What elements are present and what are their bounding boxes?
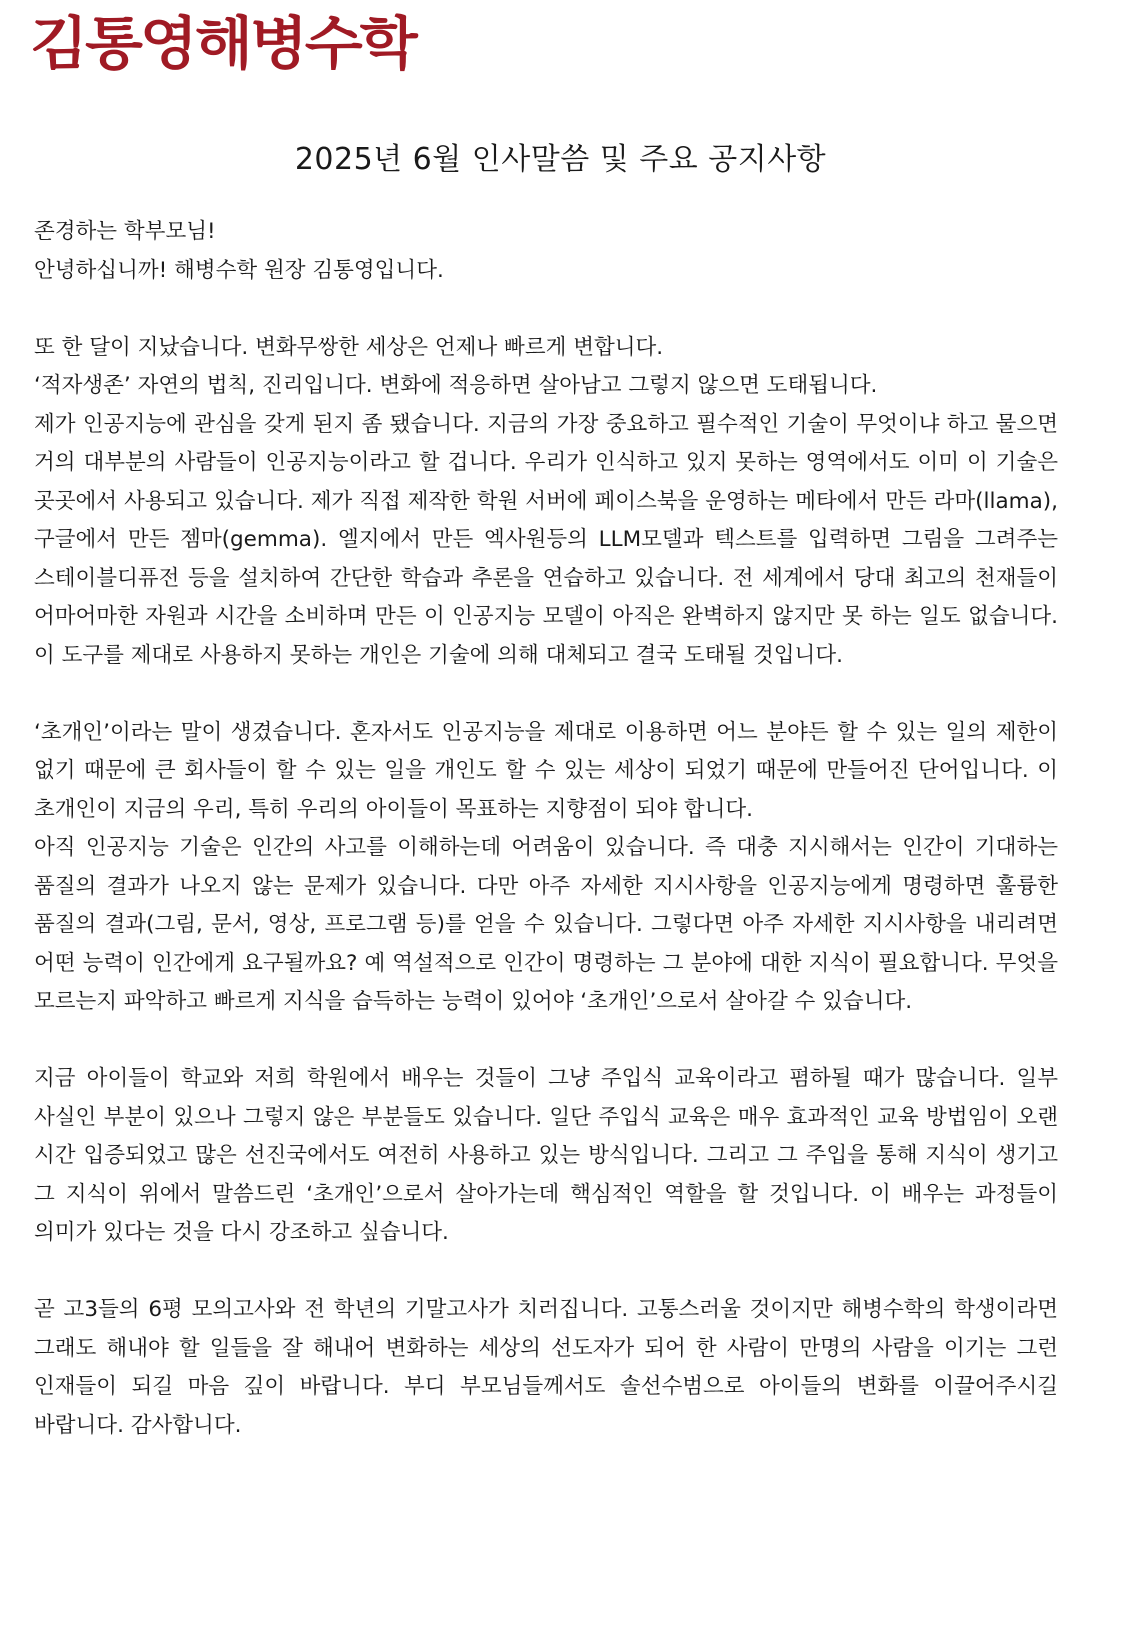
body-paragraph: 아직 인공지능 기술은 인간의 사고를 이해하는데 어려움이 있습니다. 즉 대충 지시해서는 인간이 기대하는 품질의 결과가 나오지 않는 문제가 있습니다. 다만 아주 자세한 지시사항을 인공지능에게 명령하면 훌륭한 품질의 결과(그림, 문서, 영상, 프로그램 등)를 얻을 수 있습니다. 그렇다면 아주 자세한 지시사항을 내리려면 어떤 능력이 인간에게 요구될까요? 예 역설적으로 인간이 명령하는 그 분야에 대한 지식이 필요합니다. 무엇을 모르는지 파악하고 빠르게 지식을 습득하는 능력이 있어야 ‘초개인’으로서 살아갈 수 있습니다.	[34, 835, 1058, 1014]
body-paragraph: ‘적자생존’ 자연의 법칙, 진리입니다. 변화에 적응하면 살아남고 그렇지 않으면 도태됩니다.	[34, 373, 878, 398]
body-paragraph: 또 한 달이 지났습니다. 변화무쌍한 세상은 언제나 빠르게 변합니다.	[34, 334, 664, 360]
paragraph-gap	[34, 675, 1058, 714]
greeting-line: 존경하는 학부모님!	[34, 219, 216, 244]
paragraph-gap	[34, 1022, 1058, 1061]
academy-logo: 김통영해병수학	[30, 10, 415, 78]
body-paragraph: ‘초개인’이라는 말이 생겼습니다. 혼자서도 인공지능을 제대로 이용하면 어느 분야든 할 수 있는 일의 제한이 없기 때문에 큰 회사들이 할 수 있는 일을 개인도 할 수 있는 세상이 되었기 때문에 만들어진 단어입니다. 이 초개인이 지금의 우리, 특히 우리의 아이들이 목표하는 지향점이 되야 합니다.	[34, 719, 1058, 822]
body-paragraph: 지금 아이들이 학교와 저희 학원에서 배우는 것들이 그냥 주입식 교육이라고 폄하될 때가 많습니다. 일부 사실인 부분이 있으나 그렇지 않은 부분들도 있습니다. 일단 주입식 교육은 매우 효과적인 교육 방법임이 오랜 시간 입증되었고 많은 선진국에서도 여전히 사용하고 있는 방식입니다. 그리고 그 주입을 통해 지식이 생기고 그 지식이 위에서 말씀드린 ‘초개인’으로서 살아가는데 핵심적인 역할을 할 것입니다. 이 배우는 과정들이 의미가 있다는 것을 다시 강조하고 싶습니다.	[34, 1066, 1058, 1245]
intro-line: 안녕하십니까! 해병수학 원장 김통영입니다.	[34, 257, 444, 283]
page-title: 2025년 6월 인사말씀 및 주요 공지사항	[294, 142, 827, 177]
paragraph-gap	[34, 290, 1058, 329]
body-paragraph: 제가 인공지능에 관심을 갖게 된지 좀 됐습니다. 지금의 가장 중요하고 필수적인 기술이 무엇이냐 하고 물으면 거의 대부분의 사람들이 인공지능이라고 할 겁니다. 우리가 인식하고 있지 못하는 영역에서도 이미 이 기술은 곳곳에서 사용되고 있습니다. 제가 직접 제작한 학원 서버에 페이스북을 운영하는 메타에서 만든 라마(llama), 구글에서 만든 젬마(gemma). 엘지에서 만든 엑사원등의 LLM모델과 텍스트를 입력하면 그림을 그려주는 스테이블디퓨전 등을 설치하여 간단한 학습과 추론을 연습하고 있습니다. 전 세계에서 당대 최고의 천재들이 어마어마한 자원과 시간을 소비하며 만든 이 인공지능 모델이 아직은 완벽하지 않지만 못 하는 일도 없습니다. 이 도구를 제대로 사용하지 못하는 개인은 기술에 의해 대체되고 결국 도태될 것입니다.	[34, 411, 1058, 668]
paragraph-gap	[34, 1253, 1058, 1292]
closing-paragraph: 곧 고3들의 6평 모의고사와 전 학년의 기말고사가 치러집니다. 고통스러울 것이지만 해병수학의 학생이라면 그래도 해내야 할 일들을 잘 해내어 변화하는 세상의 선도자가 되어 한 사람이 만명의 사람을 이기는 그런 인재들이 되길 마음 깊이 바랍니다. 부디 부모님들께서도 솔선수범으로 아이들의 변화를 이끌어주시길 바랍니다. 감사합니다.	[34, 1297, 1058, 1438]
letter-body	[34, 213, 1058, 1445]
